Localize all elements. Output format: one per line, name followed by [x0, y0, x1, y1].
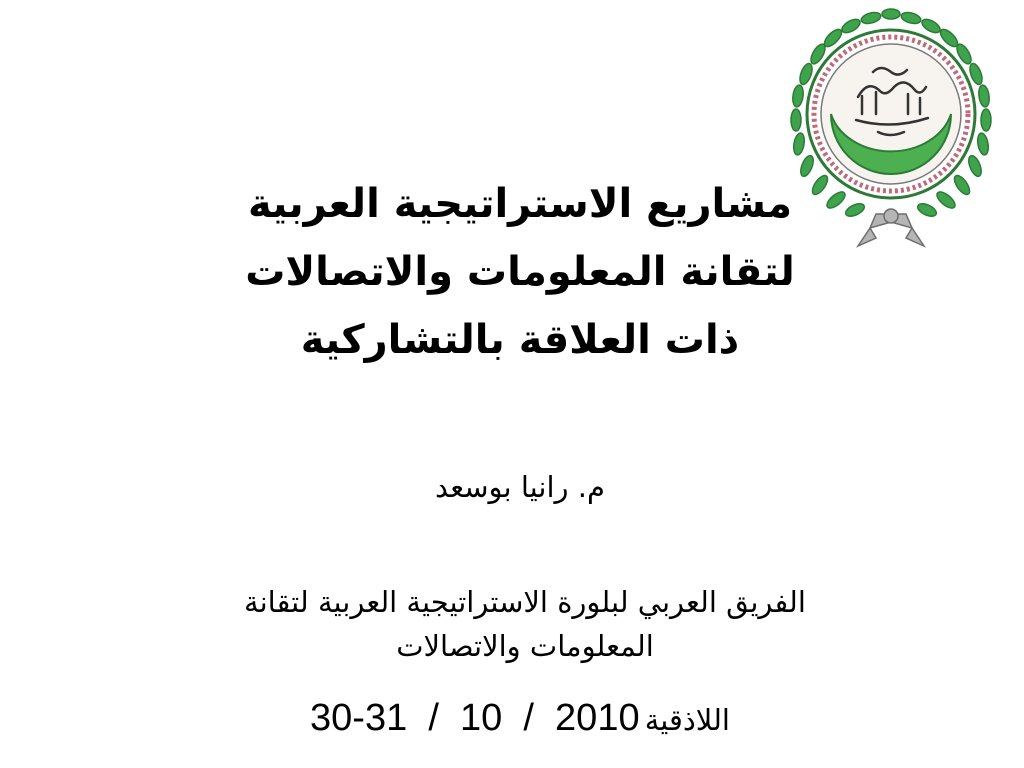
event-date: 30-31 / 10 / 2010	[310, 697, 640, 739]
team-line-1: الفريق العربي لبلورة الاستراتيجية العربية لتقانة	[244, 585, 806, 619]
ribbon-icon	[858, 209, 924, 246]
place-name: اللاذقية	[644, 703, 730, 737]
title-line-1: مشاريع الاستراتيجية العربية	[247, 181, 793, 227]
place-and-date	[200, 688, 840, 755]
slide-title	[200, 170, 840, 374]
presenter-name: م. رانيا بوسعد	[435, 470, 605, 504]
title-line-2: لتقانة المعلومات والاتصالات	[245, 249, 795, 295]
team-name	[110, 580, 940, 668]
title-line-3: ذات العلاقة بالتشاركية	[300, 317, 740, 363]
team-line-2: المعلومات والاتصالات	[396, 629, 654, 663]
